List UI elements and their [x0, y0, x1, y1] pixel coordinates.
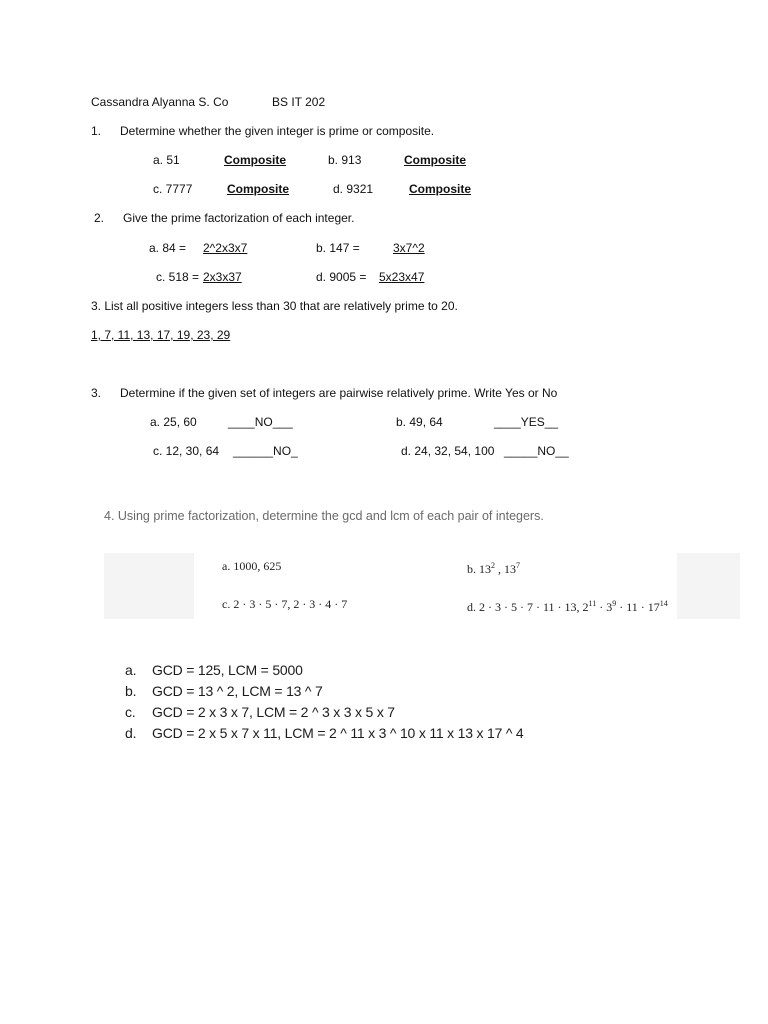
q4-answer-a: [125, 660, 303, 680]
q3b-c-label: c. 12, 30, 64: [153, 444, 220, 458]
q2-a-label: a. 84 =: [149, 241, 187, 255]
q3b-number: 3.: [91, 386, 102, 400]
q4-answer-b: [125, 681, 323, 701]
q1-number: 1.: [91, 124, 102, 138]
q4-answer-c: [125, 702, 395, 722]
right-gray-panel: [677, 553, 740, 619]
q4-b-problem: [467, 559, 520, 576]
q3b-c-answer: ______NO_: [233, 444, 298, 458]
q4-b-exp2: 7: [516, 561, 520, 570]
q3b-a-answer: ____NO___: [228, 415, 293, 429]
q2-c-answer: 2x3x37: [203, 270, 242, 284]
q4-answer-d-text: GCD = 2 x 5 x 7 x 11, LCM = 2 ^ 11 x 3 ^ 10 x 11 x 13 x 17 ^ 4: [152, 725, 524, 741]
q1-a-answer: Composite: [224, 153, 287, 167]
q1-b-label: b. 913: [328, 153, 362, 167]
q4-d-mid2: · 11 · 17: [616, 600, 660, 614]
left-gray-panel: [104, 553, 194, 619]
q3b-prompt: Determine if the given set of integers are pairwise relatively prime. Write Yes or No: [120, 386, 558, 400]
q4-a-problem: a. 1000, 625: [222, 559, 282, 573]
q1-c-answer: Composite: [227, 182, 290, 196]
q4-c-problem: c. 2 · 3 · 5 · 7, 2 · 3 · 4 · 7: [222, 597, 348, 611]
q2-b-label: b. 147 =: [316, 241, 360, 255]
q2-a-answer: 2^2x3x7: [203, 241, 248, 255]
q2-prompt: Give the prime factorization of each integer.: [123, 211, 355, 225]
q4-b-exp1: 2: [491, 561, 495, 570]
q3a-prompt: 3. List all positive integers less than 30 that are relatively prime to 20.: [91, 299, 458, 313]
q4-d-exp2: 9: [612, 599, 617, 608]
q1-d-answer: Composite: [409, 182, 472, 196]
q3b-b-label: b. 49, 64: [396, 415, 443, 429]
q4-answer-b-text: GCD = 13 ^ 2, LCM = 13 ^ 7: [152, 683, 323, 699]
q4-answer-d-letter: d.: [125, 725, 137, 741]
q4-prompt: 4. Using prime factorization, determine the gcd and lcm of each pair of integers.: [104, 509, 544, 523]
q3a-answer: 1, 7, 11, 13, 17, 19, 23, 29: [91, 328, 231, 342]
q2-b-answer: 3x7^2: [393, 241, 425, 255]
q3b-d-label: d. 24, 32, 54, 100: [401, 444, 495, 458]
q1-a-label: a. 51: [153, 153, 180, 167]
q4-answer-c-text: GCD = 2 x 3 x 7, LCM = 2 ^ 3 x 3 x 5 x 7: [152, 704, 395, 720]
student-section: BS IT 202: [272, 95, 326, 109]
q1-prompt: Determine whether the given integer is prime or composite.: [120, 124, 435, 138]
q4-d-mid1: · 3: [596, 600, 613, 614]
q4-b-text: b. 13: [467, 562, 491, 576]
q4-d-exp1: 11: [588, 599, 597, 608]
q2-d-label: d. 9005 =: [316, 270, 367, 284]
q4-answer-d: [125, 723, 524, 743]
q4-answer-a-letter: a.: [125, 662, 137, 678]
q1-d-label: d. 9321: [333, 182, 374, 196]
q4-answer-a-text: GCD = 125, LCM = 5000: [152, 662, 303, 678]
q1-b-answer: Composite: [404, 153, 467, 167]
student-name: Cassandra Alyanna S. Co: [91, 95, 229, 109]
q3b-d-answer: _____NO__: [504, 444, 569, 458]
q4-answer-b-letter: b.: [125, 683, 137, 699]
q1-c-label: c. 7777: [153, 182, 193, 196]
q4-answer-c-letter: c.: [125, 704, 136, 720]
q3b-a-label: a. 25, 60: [150, 415, 197, 429]
q3b-b-answer: ____YES__: [494, 415, 559, 429]
q4-b-mid: , 13: [495, 562, 516, 576]
q2-number: 2.: [94, 211, 105, 225]
q4-d-text: d. 2 · 3 · 5 · 7 · 11 · 13, 2: [467, 600, 589, 614]
q4-d-exp3: 14: [659, 599, 668, 608]
q4-d-problem: [467, 597, 668, 614]
q2-d-answer: 5x23x47: [379, 270, 425, 284]
q2-c-label: c. 518 =: [156, 270, 200, 284]
